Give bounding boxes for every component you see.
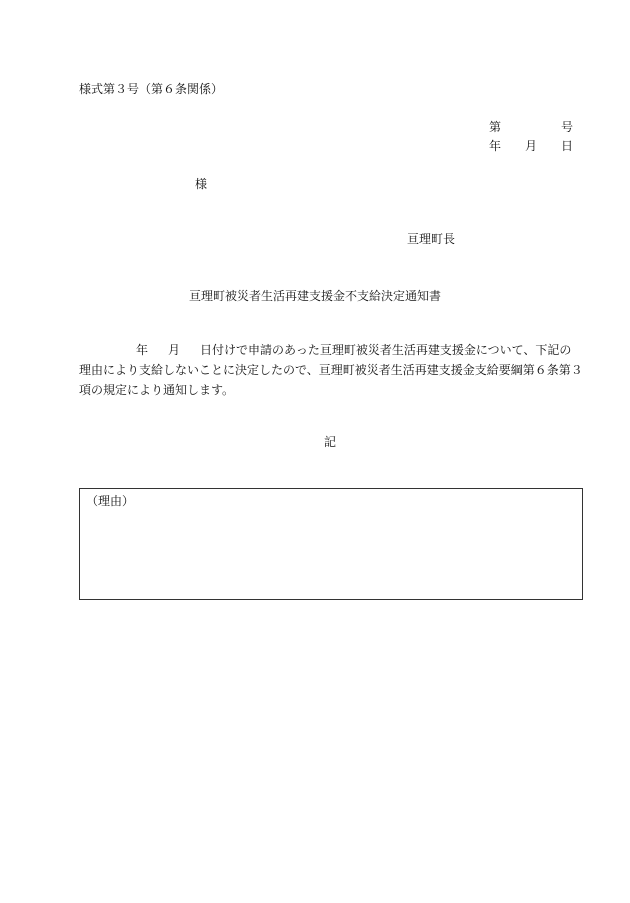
document-title: 亘理町被災者生活再建支援金不支給決定通知書 [188, 289, 441, 303]
document-number-prefix: 第 [489, 120, 502, 134]
issuer-name: 亘理町長 [407, 232, 456, 246]
ki-heading: 記 [323, 435, 336, 449]
document-number [489, 118, 573, 135]
date-year: 年 [489, 139, 502, 153]
date-day: 日 [560, 139, 573, 153]
document-date [489, 137, 573, 154]
body-paragraph [79, 340, 583, 400]
body-text: 日付けで申請のあった亘理町被災者生活再建支援金について、下記の理由により支給しないことに決定したので、亘理町被災者生活再建支援金支給要綱第６条第３項の規定により通知します。 [79, 343, 583, 397]
document-number-suffix: 号 [560, 120, 573, 134]
body-year: 年 [136, 343, 149, 357]
date-month: 月 [524, 139, 537, 153]
form-number: 様式第３号（第６条関係） [79, 82, 224, 96]
reason-box [79, 488, 583, 600]
body-month: 月 [168, 343, 181, 357]
reason-label: （理由） [86, 494, 135, 508]
addressee-honorific: 様 [195, 177, 208, 191]
